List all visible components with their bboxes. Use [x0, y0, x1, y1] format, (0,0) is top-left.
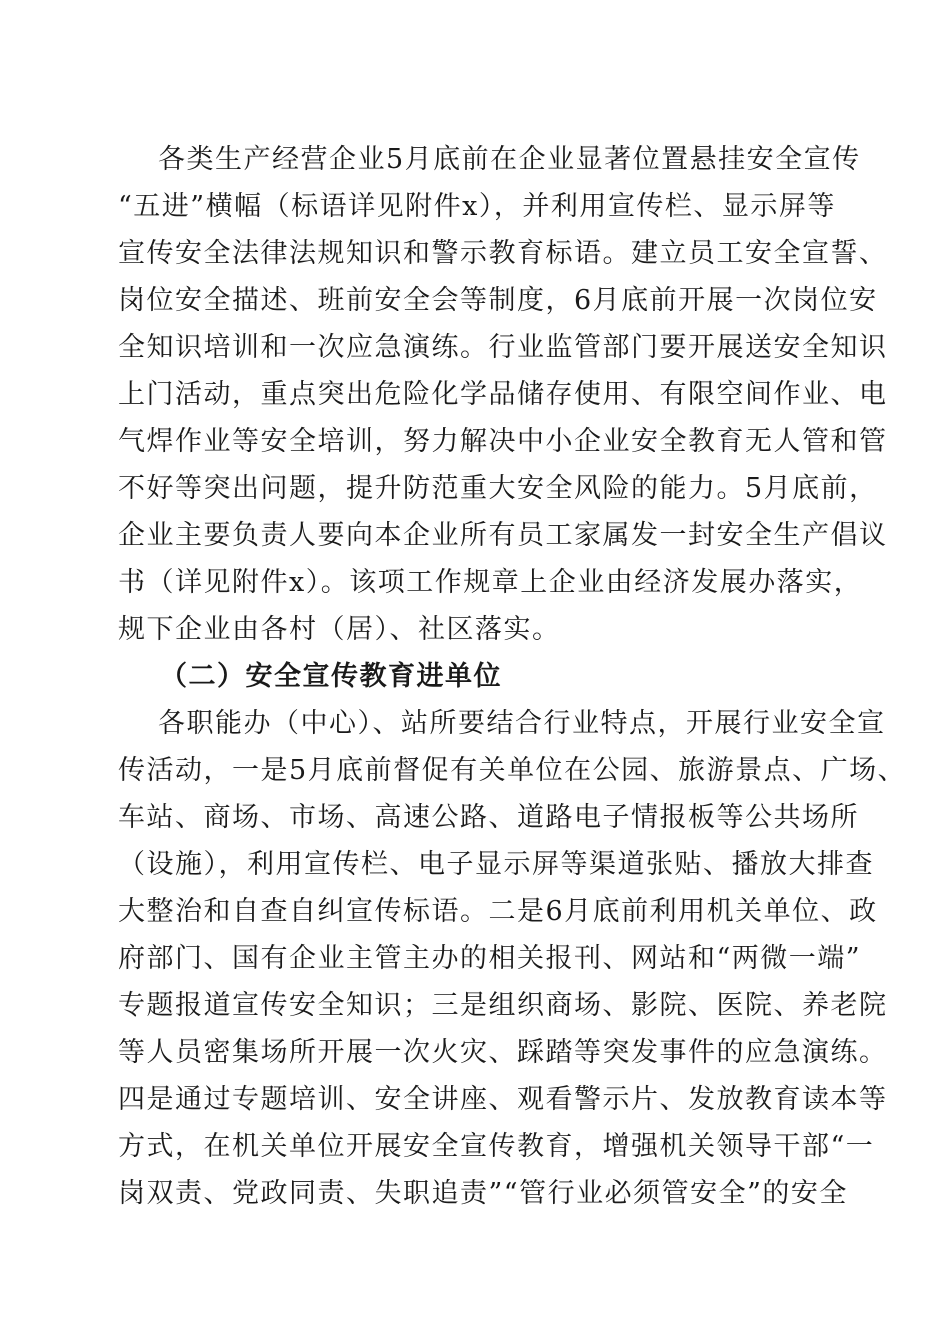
paragraph-2-line-2: 传活动，一是5月底前督促有关单位在公园、旅游景点、广场、 — [118, 755, 907, 786]
paragraph-2-line-6: 府部门、国有企业主管主办的相关报刊、网站和“两微一端” — [118, 943, 862, 974]
paragraph-1-line-3: 宣传安全法律法规知识和警示教育标语。建立员工安全宣誓、 — [118, 238, 888, 269]
paragraph-1-line-8: 不好等突出问题，提升防范重大安全风险的能力。5月底前， — [118, 473, 878, 504]
paragraph-1-line-5: 全知识培训和一次应急演练。行业监管部门要开展送安全知识 — [118, 332, 888, 363]
paragraph-2-line-1: 各职能办（中心）、站所要结合行业特点，开展行业安全宣 — [158, 708, 886, 739]
paragraph-1-line-1: 各类生产经营企业5月底前在企业显著位置悬挂安全宣传 — [158, 144, 861, 175]
paragraph-2-line-8: 等人员密集场所开展一次火灾、踩踏等突发事件的应急演练。 — [118, 1037, 888, 1068]
paragraph-1-line-10: 书（详见附件x）。该项工作规章上企业由经济发展办落实， — [118, 567, 863, 598]
paragraph-2-line-11: 岗双责、党政同责、失职追责”“管行业必须管安全”的安全 — [118, 1178, 848, 1209]
paragraph-1-line-7: 气焊作业等安全培训，努力解决中小企业安全教育无人管和管 — [118, 426, 888, 457]
paragraph-2-line-7: 专题报道宣传安全知识；三是组织商场、影院、医院、养老院 — [118, 990, 888, 1021]
paragraph-1-line-2: “五进”横幅（标语详见附件x），并利用宣传栏、显示屏等 — [118, 191, 836, 222]
paragraph-2-line-4: （设施），利用宣传栏、电子显示屏等渠道张贴、播放大排查 — [118, 849, 874, 880]
paragraph-1-line-4: 岗位安全描述、班前安全会等制度，6月底前开展一次岗位安 — [118, 285, 878, 316]
section-heading: （二）安全宣传教育进单位 — [160, 661, 502, 692]
paragraph-1-line-11: 规下企业由各村（居）、社区落实。 — [118, 614, 561, 645]
paragraph-2-line-9: 四是通过专题培训、安全讲座、观看警示片、发放教育读本等 — [118, 1084, 888, 1115]
paragraph-2-line-5: 大整治和自查自纠宣传标语。二是6月底前利用机关单位、政 — [118, 896, 878, 927]
paragraph-1-line-6: 上门活动，重点突出危险化学品储存使用、有限空间作业、电 — [118, 379, 888, 410]
paragraph-2-line-10: 方式，在机关单位开展安全宣传教育，增强机关领导干部“一 — [118, 1131, 875, 1162]
paragraph-2-line-3: 车站、商场、市场、高速公路、道路电子情报板等公共场所 — [118, 802, 859, 833]
paragraph-1-line-9: 企业主要负责人要向本企业所有员工家属发一封安全生产倡议 — [118, 520, 888, 551]
